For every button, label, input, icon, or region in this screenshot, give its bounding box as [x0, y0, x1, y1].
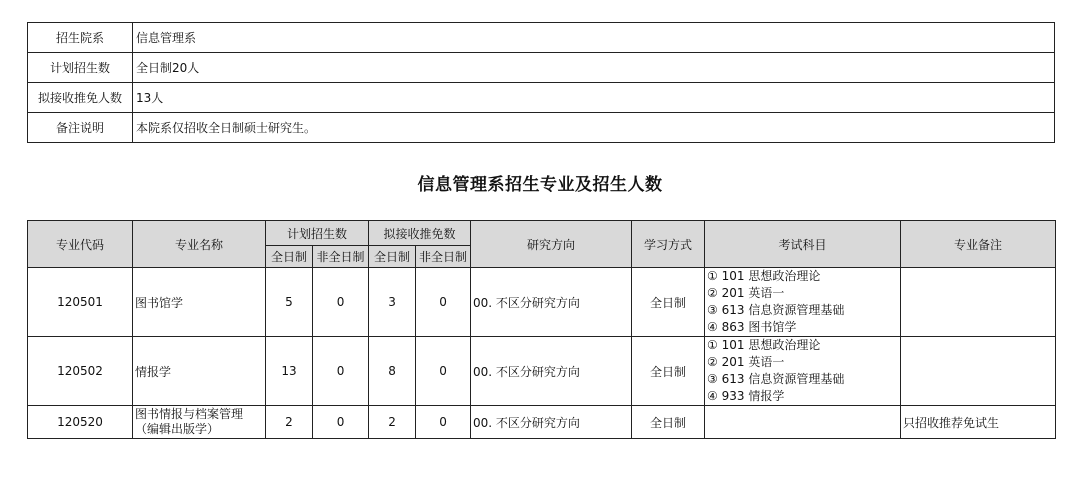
exam-subjects [705, 268, 901, 337]
exam-subject: ④ 933 情报学 [707, 389, 785, 403]
research-direction: 00. 不区分研究方向 [471, 406, 632, 439]
major-note [901, 268, 1056, 337]
major-code: 120502 [28, 337, 133, 406]
exam-subject: ② 201 英语一 [707, 286, 785, 300]
exempt-parttime: 0 [416, 268, 471, 337]
exempt-fulltime: 2 [369, 406, 416, 439]
major-name: 图书馆学 [133, 268, 266, 337]
study-mode: 全日制 [632, 268, 705, 337]
study-mode: 全日制 [632, 337, 705, 406]
info-row-department [28, 23, 1055, 53]
plan-parttime: 0 [313, 268, 369, 337]
exam-subject: ① 101 思想政治理论 [707, 338, 821, 352]
info-label: 拟接收推免人数 [28, 83, 133, 113]
exam-subject: ② 201 英语一 [707, 355, 785, 369]
table-row [28, 337, 1056, 406]
major-note [901, 337, 1056, 406]
exam-subject: ③ 613 信息资源管理基础 [707, 303, 845, 317]
info-row-planned [28, 53, 1055, 83]
major-code: 120501 [28, 268, 133, 337]
subheader-exempt-parttime: 非全日制 [416, 246, 471, 268]
info-label: 计划招生数 [28, 53, 133, 83]
header-mode: 学习方式 [632, 221, 705, 268]
exempt-fulltime: 8 [369, 337, 416, 406]
exam-subject: ① 101 思想政治理论 [707, 269, 821, 283]
exam-subject: ④ 863 图书馆学 [707, 320, 797, 334]
exempt-parttime: 0 [416, 406, 471, 439]
table-row [28, 268, 1056, 337]
info-value: 全日制20人 [133, 53, 1055, 83]
majors-table [27, 220, 1056, 439]
department-info-table [27, 22, 1055, 143]
header-subjects: 考试科目 [705, 221, 901, 268]
major-name: 图书情报与档案管理（编辑出版学） [133, 406, 266, 439]
subheader-plan-fulltime: 全日制 [266, 246, 313, 268]
major-code: 120520 [28, 406, 133, 439]
header-name: 专业名称 [133, 221, 266, 268]
info-row-exempt [28, 83, 1055, 113]
header-plan: 计划招生数 [266, 221, 369, 246]
exam-subjects [705, 337, 901, 406]
header-code: 专业代码 [28, 221, 133, 268]
exam-subjects [705, 406, 901, 439]
info-label: 招生院系 [28, 23, 133, 53]
info-label: 备注说明 [28, 113, 133, 143]
info-value: 13人 [133, 83, 1055, 113]
research-direction: 00. 不区分研究方向 [471, 268, 632, 337]
header-exempt: 拟接收推免数 [369, 221, 471, 246]
subheader-plan-parttime: 非全日制 [313, 246, 369, 268]
plan-fulltime: 2 [266, 406, 313, 439]
plan-fulltime: 5 [266, 268, 313, 337]
header-notes: 专业备注 [901, 221, 1056, 268]
info-row-notes [28, 113, 1055, 143]
exam-subject: ③ 613 信息资源管理基础 [707, 372, 845, 386]
exempt-fulltime: 3 [369, 268, 416, 337]
plan-parttime: 0 [313, 406, 369, 439]
info-value: 信息管理系 [133, 23, 1055, 53]
header-direction: 研究方向 [471, 221, 632, 268]
info-value: 本院系仅招收全日制硕士研究生。 [133, 113, 1055, 143]
major-name: 情报学 [133, 337, 266, 406]
plan-parttime: 0 [313, 337, 369, 406]
major-note: 只招收推荐免试生 [901, 406, 1056, 439]
research-direction: 00. 不区分研究方向 [471, 337, 632, 406]
section-title: 信息管理系招生专业及招生人数 [417, 175, 663, 195]
exempt-parttime: 0 [416, 337, 471, 406]
subheader-exempt-fulltime: 全日制 [369, 246, 416, 268]
table-row [28, 406, 1056, 439]
header-row [28, 221, 1056, 246]
study-mode: 全日制 [632, 406, 705, 439]
plan-fulltime: 13 [266, 337, 313, 406]
